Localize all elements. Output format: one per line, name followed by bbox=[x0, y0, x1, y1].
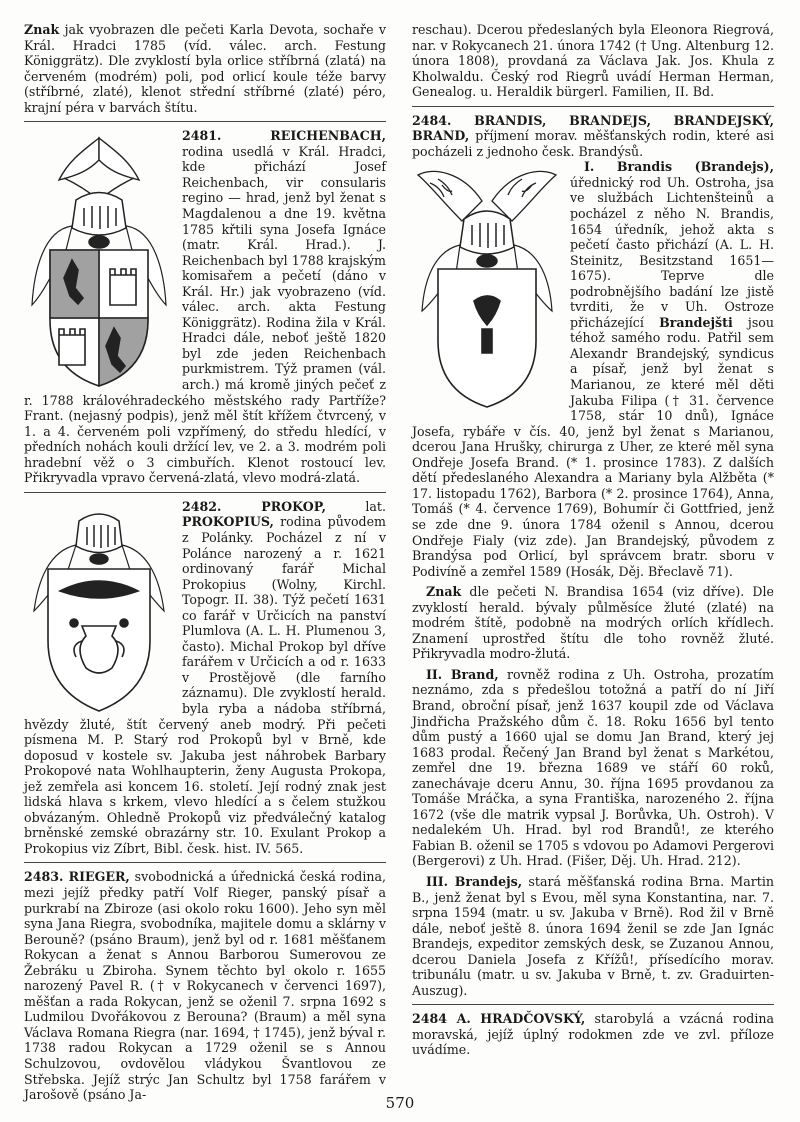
reichenbach-coat-of-arms bbox=[24, 130, 174, 390]
entry-2482-text: rodina původem z Polánky. Pocházel z ní v Polánce narozený a r. 1621 ordinovaný farář Michal Prokopius (Wolny, Kirchl. Topogr. II. 38). Týž pečetí 1631 co farář v Určicích na panství Plumlova (A. L. H. Plumenou 3, často). Michal Prokop byl dříve farářem v Určicích a od r. 1633 v Prostějově (dle farního záznamu). Dle zvyklostí herald. byla ryba a nádoba stříbrná, hvězdy žluté, štít červený aneb modrý. Při pečeti písmena M. P. Starý rod Prokopů byl v Brně, kde doposud v kostele sv. Jakuba jest náhrobek Barbary Prokopové nata Wohlhaupterin, ženy Augusta Prokopa, jež zemřela asi koncem 16. století. Její rodný znak jest lidská hlava s krkem, vlevo hledící a s čelem stužkou obvázaným. Ohledně Prokopů viz předválečný katalog brněnské zemské obrazárny str. 10. Exulant Prokop a Prokopius viz Zíbrt, Bibl. česk. hist. IV. 565. bbox=[24, 514, 386, 856]
entry-2483 bbox=[24, 869, 386, 1102]
brandis-coat-of-arms bbox=[412, 161, 562, 411]
section-divider bbox=[24, 862, 386, 863]
entry-2484a-head: 2484 A. HRADČOVSKÝ, bbox=[412, 1011, 586, 1027]
brandis-1-bold: Brandejšti bbox=[659, 314, 733, 330]
left-column bbox=[24, 22, 386, 1103]
entry-2481-head: 2481. REICHENBACH, bbox=[182, 128, 386, 144]
entry-2482-head: 2482. PROKOP, bbox=[182, 498, 326, 514]
entry-2482-lat: lat. bbox=[325, 498, 386, 514]
brandis-section-3 bbox=[412, 874, 774, 998]
entry-2484a bbox=[412, 1011, 774, 1058]
entry-2482 bbox=[24, 499, 386, 857]
section-divider bbox=[412, 1004, 774, 1005]
brandis-3-text: stará měšťanská rodina Brna. Martin B., jenž ženat byl s Evou, měl syna Konstantina, nar. 7. srpna 1594 (matr. u sv. Jakuba v Brně). Rod žil v Brně dále, neboť ještě 8. února 1694 ženil se zde Jan Ignác Brandejs, expeditor zemských desk, se Zuzanou Annou, dcerou Daniela Josefa z Křížů!, přísedícího morav. tribunálu (matr. u sv. Jakuba v Brně, t. zv. Graduirten-Auszug). bbox=[412, 873, 774, 998]
brandis-1-text-b: jsou téhož samého rodu. Patřil sem Alexandr Brandejský, syndicus a písař, jenž byl ženat s Marianou, ze které měl děti Jakuba Filipa († 31. července 1758, stár 10 dnů), Ignáce Josefa, rybáře v čís. 40, jenž byl ženat s Marianou, dcerou Jana Hrušky, chirurga z Uher, ze které měl syna Ondřeje Josefa Brand. (* 1. prosince 1783). Z dalších dětí předeslaného Alexandra a Mariany byla Alžběta (* 17. listopadu 1762), Barbora (* 2. prosince 1764), Anna, Tomáš (* 4. července 1769), Bohumír či Gottfried, jenž se zde dne 9. února 1784 oženil s Annou, dcerou Ondřeje Fialy (viz zde). Jan Brandejský, původem z Brandýsa pod Orlicí, byl správcem bratr. sboru v Podivíně a zemřel 1589 (Hosák, Děj. Břeclavě 71). bbox=[412, 314, 774, 579]
prokop-coat-of-arms bbox=[24, 501, 174, 716]
right-column bbox=[412, 22, 774, 1058]
entry-2483-head: 2483. RIEGER, bbox=[24, 869, 130, 885]
entry-2483-text: svobodnická a úřednická česká rodina, mezi jejíž předky patří Volf Rieger, panský písař a purkrabí na Zbiroze (asi okolo roku 1600). Jeho syn měl syna Jana Riegra, svobodníka, majitele domu a sklárny v Berouně? (psáno Braum), jenž byl od r. 1681 měšťanem Rokycan a ženat s Annou Barborou Sumerovou ze Žebráku u Zbiroha. Synem těchto byl okolo r. 1655 narozený Pavel R. († v Rokycanech v červenci 1697), měšťan a rada Rokycan, jenž se oženil 7. srpna 1692 s Ludmilou Dvořákovou z Berouna? (Braum) a měl syna Václava Romana Riegra (nar. 1694, † 1745), jenž býval r. 1738 radou Rokycan a 1729 oženil se s Annou Schulzovou, ovdovělou vládykou Švantlovou ze Střebska. Jejíž strýc Jan Schultz byl 1758 farářem v Jarošově (psáno Ja- bbox=[24, 869, 386, 1103]
entry-2484a-text: starobylá a vzácná rodina moravská, jejíž úplný rodokmen zde ve zvl. příloze uvádíme. bbox=[412, 1011, 775, 1058]
brandis-section-1 bbox=[412, 159, 774, 579]
entry-2481-text: rodina usedlá v Král. Hradci, kde přichází Josef Reichenbach, vir consularis regino — hrad, jenž byl ženat s Magdalenou a dne 19. května 1785 křtili syna Josefa Ignáce (matr. Král. Hrad.). J. Reichenbach byl 1788 krajským komisařem a pečetí (dáno v Král. Hr.) jak vyobrazeno (víd. válec. arch. akta Festung Königgrätz). Rodina žila v Král. Hradci dále, neboť ještě 1820 byl zde jeden Reichenbach purkmistrem. Týž pramen (vál. arch.) má kromě jiných pečeť z r. 1788 královéhradeckého městského rady Partříže? Frant. (nejasný podpis), jenž měl štít křížem čtvrcený, v 1. a 4. červeném poli vzpřímený, do středu hledící, v předních nohách kouli držící lev, ve 2. a 3. modrém poli hradební věž o 3 cimbuřích. Klenot rostoucí lev. Přikryvadla vpravo červená-zlatá, vlevo modrá-zlatá. bbox=[24, 143, 386, 486]
brandis-section-2 bbox=[412, 667, 774, 869]
brandis-znak-lead: Znak bbox=[426, 584, 462, 600]
page-number: 570 bbox=[385, 1094, 415, 1112]
section-divider bbox=[24, 121, 386, 122]
entry-2484-head: 2484. BRANDIS, BRANDEJS, BRANDEJSKÝ, BRAND, bbox=[412, 112, 774, 144]
brandis-2-text: rovněž rodina z Uh. Ostroha, prozatím neznámo, zda s předešlou totožná a patří do ní Jiří Brand, obroční písař, jenž 1637 koupil zde od Václava Jindřicha Pražského dům č. 18. Roku 1656 byl tento dům pustý a 1660 ujal se domu Jan Brand, který jej 1683 prodal. Řečený Jan Brand byl ženat s Markétou, zemřel dne 19. března 1689 ve stáří 60 roků, zanechávaje dceru Annu, 30. října 1695 provdanou za Tomáše Mráčka, a syna Františka, narozeného 2. října 1672 (vše dle matrik vypsal J. Borůvka, Uh. Ostroh). V nedalekém Uh. Hrad. byl rod Brandů!, ze kterého Fabian B. oženil se 1705 s vdovou po Adamovi Pergerovi (Bergerovi) z Uh. Hrad. (Fišer, Děj. Uh. Hrad. 212). bbox=[412, 666, 774, 869]
section-divider bbox=[412, 106, 774, 107]
brandis-3-head: III. Brandejs, bbox=[426, 873, 523, 889]
section-divider bbox=[24, 492, 386, 493]
continuation-text: reschau). Dcerou předeslaných byla Eleonora Riegrová, nar. v Rokycanech 21. února 1742 († Ung. Altenburg 12. února 1808), provdaná za Václava Jak. Jos. Khula z Kholwaldu. Český rod Riegrů uvádí Herman Herman, Genealog. u. Heraldik bürgerl. Familien, II. Bd. bbox=[412, 22, 774, 100]
entry-2482-latin-name: PROKOPIUS, bbox=[182, 514, 274, 530]
brandis-1-head: I. Brandis (Brandejs), bbox=[584, 159, 774, 175]
intro-paragraph bbox=[24, 22, 386, 115]
entry-2483-continuation bbox=[412, 22, 774, 100]
brandis-1-text-a: úřednický rod Uh. Ostroha, jsa ve službách Lichtenšteinů a pocházel z něho N. Brandis, 1654 úředník, jehož akta s pečetí často přichází (A. L. H. Steinitz, Besitzstand 1651—1675). Teprve dle podrobnějšího badání lze jistě tvrditi, že v Uh. Ostroze přicházející bbox=[570, 174, 774, 330]
entry-2484 bbox=[412, 113, 774, 160]
entry-2481 bbox=[24, 128, 386, 486]
brandis-znak-text: dle pečeti N. Brandisa 1654 (viz dříve). Dle zvyklostí herald. bývaly půlměsíce žluté (zlaté) na modrém štítě, podobně na modrých orlích křídlech. Znamení uprostřed štítu dle toho rovněž žluté. Přikryvadla modro-žlutá. bbox=[412, 584, 774, 662]
intro-lead: Znak bbox=[24, 22, 60, 37]
intro-text: jak vyobrazen dle pečeti Karla Devota, sochaře v Král. Hradci 1785 (víd. válec. arch. Festung Königgrätz). Dle zvyklostí byla orlice stříbrná (zlatá) na červeném (modrém) poli, pod orlicí koule téže barvy (stříbrné, zlaté), klenot střední stříbrné (zlaté) péro, krajní péra v barvách štítu. bbox=[24, 22, 386, 115]
entry-2484-text: příjmení morav. měšťanských rodin, které asi pocházeli z jednoho česk. Brandýsů. bbox=[412, 128, 774, 159]
brandis-znak bbox=[412, 584, 774, 662]
brandis-2-head: II. Brand, bbox=[426, 666, 499, 682]
